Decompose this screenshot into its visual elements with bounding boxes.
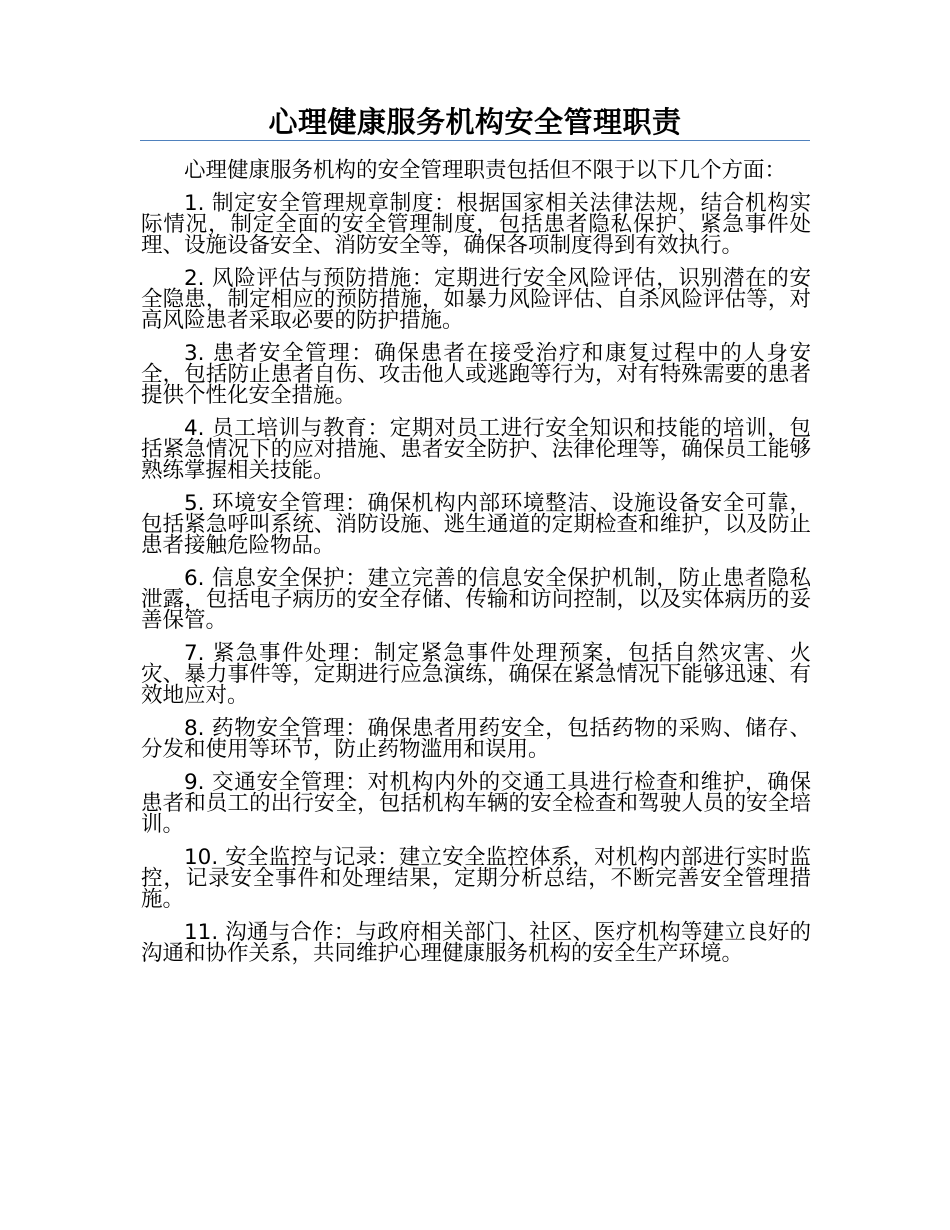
item-paragraph-7: 7. 紧急事件处理：制定紧急事件处理预案，包括自然灾害、火灾、暴力事件等，定期进行应急演练，确保在紧急情况下能够迅速、有效地应对。 <box>141 641 811 708</box>
document-body <box>141 160 811 976</box>
item-paragraph-10: 10. 安全监控与记录：建立安全监控体系，对机构内部进行实时监控，记录安全事件和处理结果，定期分析总结，不断完善安全管理措施。 <box>141 845 811 912</box>
title-underline <box>140 140 810 141</box>
item-paragraph-1: 1. 制定安全管理规章制度：根据国家相关法律法规，结合机构实际情况，制定全面的安全管理制度，包括患者隐私保护、紧急事件处理、设施设备安全、消防安全等，确保各项制度得到有效执行。 <box>141 191 811 258</box>
item-paragraph-2: 2. 风险评估与预防措施：定期进行安全风险评估，识别潜在的安全隐患，制定相应的预防措施，如暴力风险评估、自杀风险评估等，对高风险患者采取必要的防护措施。 <box>141 266 811 333</box>
item-paragraph-5: 5. 环境安全管理：确保机构内部环境整洁、设施设备安全可靠，包括紧急呼叫系统、消防设施、逃生通道的定期检查和维护，以及防止患者接触危险物品。 <box>141 491 811 558</box>
item-paragraph-4: 4. 员工培训与教育：定期对员工进行安全知识和技能的培训，包括紧急情况下的应对措施、患者安全防护、法律伦理等，确保员工能够熟练掌握相关技能。 <box>141 416 811 483</box>
item-paragraph-3: 3. 患者安全管理：确保患者在接受治疗和康复过程中的人身安全，包括防止患者自伤、攻击他人或逃跑等行为，对有特殊需要的患者提供个性化安全措施。 <box>141 341 811 408</box>
document-title: 心理健康服务机构安全管理职责 <box>268 105 682 139</box>
item-paragraph-6: 6. 信息安全保护：建立完善的信息安全保护机制，防止患者隐私泄露，包括电子病历的安全存储、传输和访问控制，以及实体病历的妥善保管。 <box>141 566 811 633</box>
item-paragraph-9: 9. 交通安全管理：对机构内外的交通工具进行检查和维护，确保患者和员工的出行安全，包括机构车辆的安全检查和驾驶人员的安全培训。 <box>141 770 811 837</box>
intro-paragraph: 心理健康服务机构的安全管理职责包括但不限于以下几个方面： <box>184 158 787 183</box>
item-paragraph-11: 11. 沟通与合作：与政府相关部门、社区、医疗机构等建立良好的沟通和协作关系，共同维护心理健康服务机构的安全生产环境。 <box>141 920 811 966</box>
item-paragraph-8: 8. 药物安全管理：确保患者用药安全，包括药物的采购、储存、分发和使用等环节，防止药物滥用和误用。 <box>141 716 811 762</box>
